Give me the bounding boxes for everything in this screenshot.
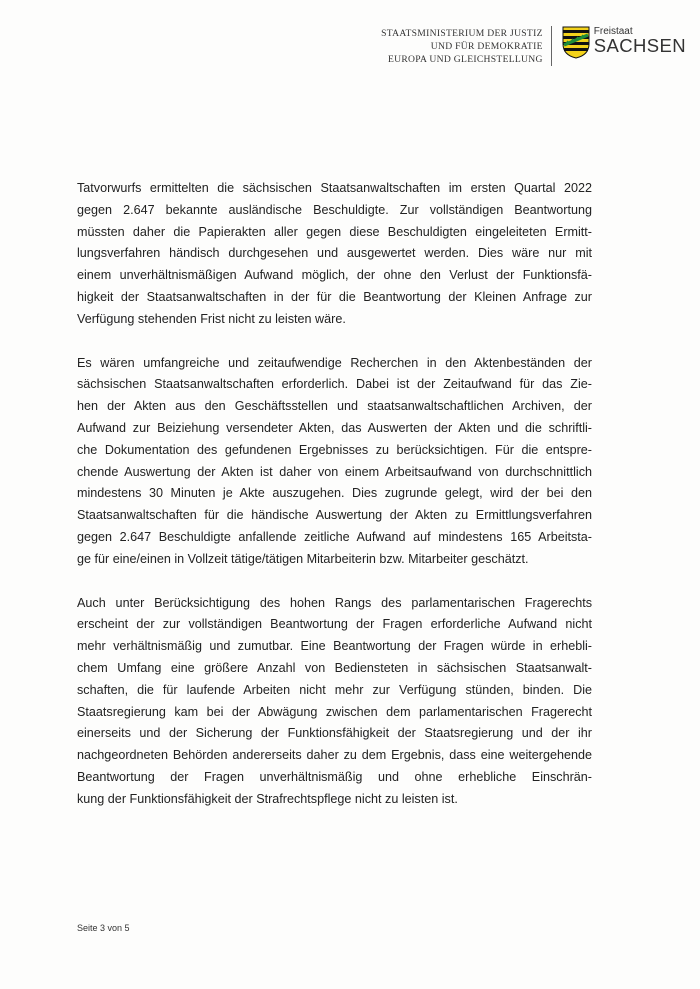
text-line: higkeit der Staatsanwaltschaften in der für die Beantwortung der Kleinen Anfrage zur <box>77 289 592 304</box>
text-line: lungsverfahren händisch durchgesehen und ausgewertet werden. Dies wäre nur mit <box>77 246 592 261</box>
paragraph <box>77 353 592 571</box>
text-line: che Dokumentation des gefundenen Ergebnisses zu berücksichtigen. Für die entspre- <box>77 442 592 457</box>
text-line: schaften, die für laufende Arbeiten nicht mehr zur Verfügung stünden, binden. Die <box>77 682 592 697</box>
brand-wordmark <box>594 26 686 56</box>
saxony-coat-of-arms-icon <box>562 26 590 59</box>
text-line: Staatsanwaltschaften für die händische Auswertung der Akten zu Ermittlungsverfahren <box>77 508 592 523</box>
text-line: mehr verhältnismäßig und zumutbar. Eine Beantwortung der Fragen würde in erhebli- <box>77 639 592 654</box>
text-line: hen der Akten aus den Geschäftsstellen und staatsanwaltschaftlichen Archiven, der <box>77 399 592 414</box>
text-line: erscheint der zur vollständigen Beantwortung der Fragen erforderliche Aufwand nicht <box>77 617 592 632</box>
text-line: müssten daher die Papierakten aller gegen diese Beschuldigten eingeleiteten Ermitt- <box>77 224 592 239</box>
text-line: nachgeordneten Behörden andererseits daher zu dem Ergebnis, dass eine weitergehende <box>77 748 592 763</box>
letter-body <box>77 178 592 833</box>
letterhead <box>381 26 686 66</box>
text-line: chende Auswertung der Akten ist daher von einem Arbeitsaufwand von durchschnittlich <box>77 464 592 479</box>
text-line: mindestens 30 Minuten je Akte auszugehen. Dies zugrunde gelegt, wird der bei den <box>77 486 592 501</box>
ministry-line: EUROPA UND GLEICHSTELLUNG <box>387 54 543 65</box>
text-line: einerseits und der Sicherung der Funktionsfähigkeit der Staatsregierung und der ihr <box>77 726 592 741</box>
text-line: Auch unter Berücksichtigung des hohen Rangs des parlamentarischen Fragerechts <box>77 595 592 610</box>
paragraph <box>77 593 592 811</box>
brand-main-label: SACHSEN <box>593 35 686 56</box>
ministry-line: STAATSMINISTERIUM DER JUSTIZ <box>381 28 543 39</box>
text-line: gegen 2.647 Beschuldigte anfallende zeitliche Aufwand auf mindestens 165 Arbeitsta- <box>77 529 592 544</box>
text-line: Es wären umfangreiche und zeitaufwendige Recherchen in den Aktenbeständen der <box>77 355 592 370</box>
text-line: kung der Funktionsfähigkeit der Strafrechtspflege nicht zu leisten ist. <box>77 791 458 806</box>
text-line: Staatsregierung kam bei der Abwägung zwischen dem parlamentarischen Fragerecht <box>77 704 592 719</box>
ministry-line: UND FÜR DEMOKRATIE <box>430 41 543 52</box>
text-line: chem Umfang eine größere Anzahl von Bediensteten in sächsischen Staatsanwalt- <box>77 660 592 675</box>
text-line: Tatvorwurfs ermittelten die sächsischen Staatsanwaltschaften im ersten Quartal 2022 <box>77 181 592 195</box>
page-number: Seite 3 von 5 <box>77 923 130 933</box>
text-line: Beantwortung der Fragen unverhältnismäßig und ohne erhebliche Einschrän- <box>77 769 592 784</box>
text-line: einem unverhältnismäßigen Aufwand möglich, der ohne den Verlust der Funktionsfä- <box>77 268 592 283</box>
text-line: Aufwand zur Beiziehung versendeter Akten, das Auswerten der Akten und die schriftli- <box>77 420 592 435</box>
text-line: ge für eine/einen in Vollzeit tätige/tätigen Mitarbeiterin bzw. Mitarbeiter geschätzt. <box>77 551 529 566</box>
text-line: sächsischen Staatsanwaltschaften erforderlich. Dabei ist der Zeitaufwand für das Zie- <box>77 377 592 392</box>
text-line: gegen 2.647 bekannte ausländische Beschuldigte. Zur vollständigen Beantwortung <box>77 202 592 217</box>
text-line: Verfügung stehenden Frist nicht zu leisten wäre. <box>77 311 346 326</box>
ministry-name <box>381 26 552 66</box>
saxony-logo <box>562 26 686 59</box>
paragraph <box>77 178 592 331</box>
brand-top-label: Freistaat <box>593 26 633 37</box>
